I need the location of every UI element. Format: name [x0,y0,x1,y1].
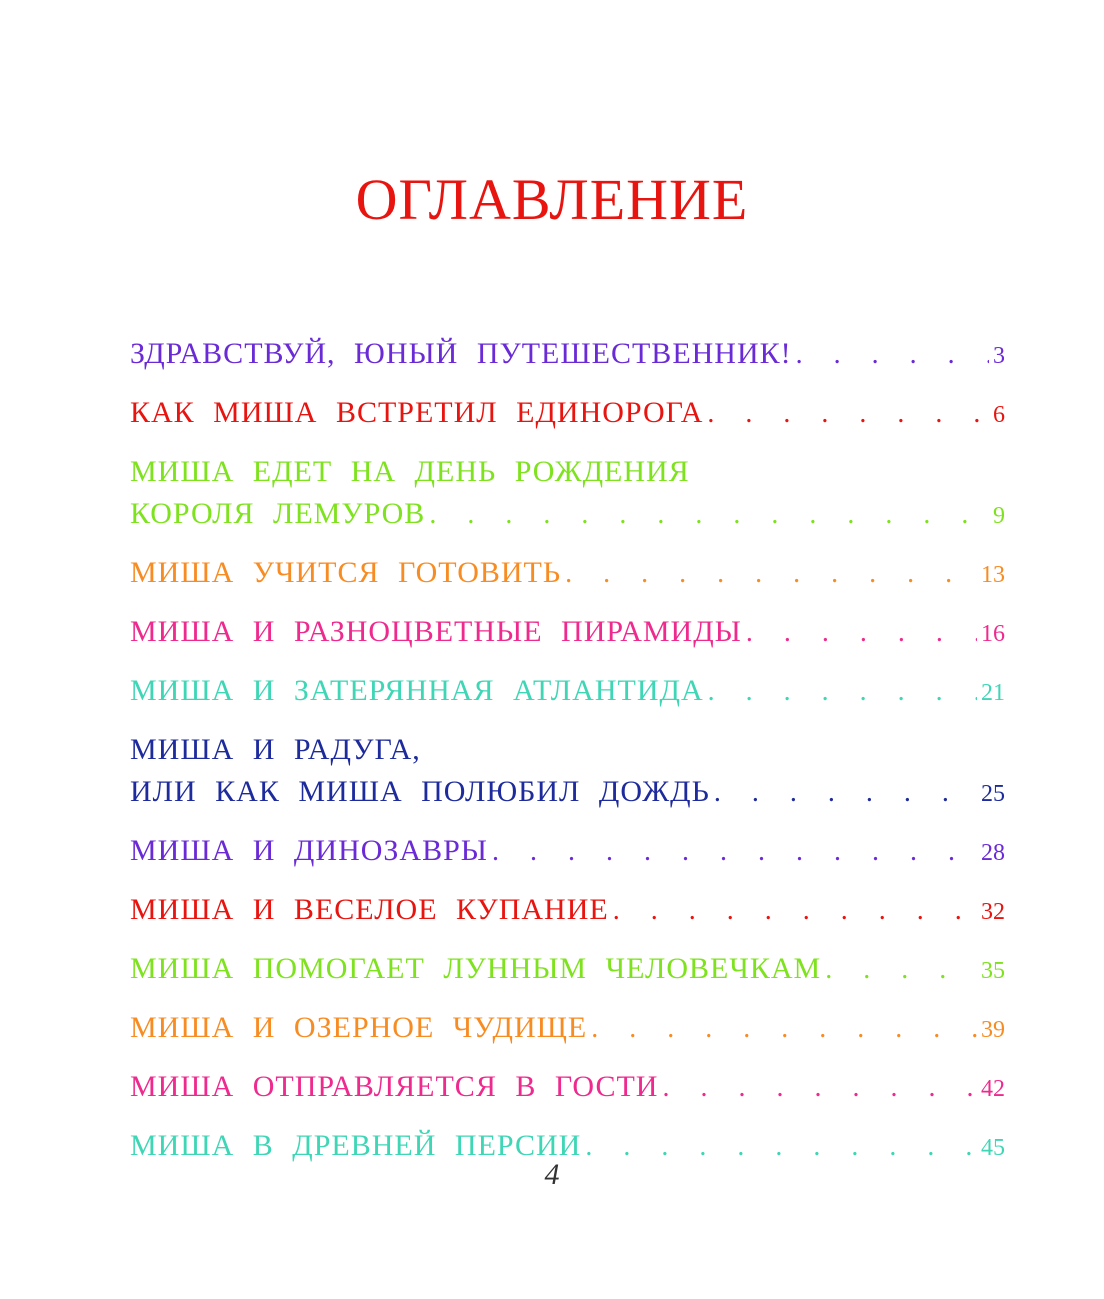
dot-leader [565,553,977,595]
toc-entry[interactable] [130,889,1005,933]
toc-entry[interactable] [130,830,1005,874]
toc-entry-row [130,1066,1005,1110]
dot-leader [796,334,989,376]
toc-entry-title: ИЛИ КАК МИША ПОЛЮБИЛ ДОЖДЬ [130,775,710,808]
toc-entry-title: МИША И РАЗНОЦВЕТНЫЕ ПИРАМИДЫ [130,615,742,648]
toc-entry[interactable] [130,392,1005,436]
toc-entry-page: 3 [993,343,1005,369]
toc-entry-title: МИША ОТПРАВЛЯЕТСЯ В ГОСТИ [130,1070,659,1103]
toc-entry-page: 42 [981,1076,1005,1102]
dot-leader [707,393,989,435]
toc-entry-row [130,889,1005,933]
toc-entry-title: МИША УЧИТСЯ ГОТОВИТЬ [130,556,562,589]
toc-entry-row [130,830,1005,874]
toc-entry-page: 35 [981,958,1005,984]
dot-leader [708,671,977,713]
toc-entry-title: МИША В ДРЕВНЕЙ ПЕРСИИ [130,1129,582,1162]
toc-entry-title: МИША ПОМОГАЕТ ЛУННЫМ ЧЕЛОВЕЧКАМ [130,952,822,985]
toc-entry[interactable] [130,552,1005,596]
toc-entry-row [130,1007,1005,1051]
table-of-contents [130,333,1005,1184]
toc-entry-title: ЗДРАВСТВУЙ, ЮНЫЙ ПУТЕШЕСТВЕННИК! [130,337,792,370]
toc-entry[interactable] [130,451,1005,537]
toc-entry-page: 32 [981,899,1005,925]
toc-entry-title: МИША И ЗАТЕРЯННАЯ АТЛАНТИДА [130,674,704,707]
toc-entry-title-line: МИША И РАДУГА, [130,733,421,766]
toc-entry-title-line: МИША ЕДЕТ НА ДЕНЬ РОЖДЕНИЯ [130,455,690,488]
dot-leader [662,1067,977,1109]
toc-entry-title: МИША И ВЕСЕЛОЕ КУПАНИЕ [130,893,609,926]
dot-leader [613,890,977,932]
toc-entry-row [130,333,1005,377]
toc-entry-row [130,948,1005,992]
toc-entry-row [130,771,1005,815]
toc-entry-title: КОРОЛЯ ЛЕМУРОВ [130,497,426,530]
dot-leader [492,831,977,873]
dot-leader [429,494,989,536]
toc-entry[interactable] [130,670,1005,714]
toc-entry-title: МИША И ОЗЕРНОЕ ЧУДИЩЕ [130,1011,588,1044]
toc-entry[interactable] [130,611,1005,655]
toc-entry-page: 21 [981,680,1005,706]
toc-entry[interactable] [130,333,1005,377]
dot-leader [825,949,977,991]
toc-entry-row [130,493,1005,537]
toc-entry-row [130,552,1005,596]
dot-leader [591,1008,977,1050]
toc-entry-row [130,611,1005,655]
toc-entry-row [130,670,1005,714]
toc-entry-page: 28 [981,840,1005,866]
toc-entry[interactable] [130,1066,1005,1110]
dot-leader [746,612,977,654]
toc-entry-page: 6 [993,402,1005,428]
toc-entry-page: 16 [981,621,1005,647]
toc-entry-row [130,392,1005,436]
toc-entry-page: 45 [981,1135,1005,1161]
toc-entry-title: КАК МИША ВСТРЕТИЛ ЕДИНОРОГА [130,396,704,429]
toc-entry[interactable] [130,948,1005,992]
toc-entry-page: 13 [981,562,1005,588]
toc-entry-page: 25 [981,781,1005,807]
page-number: 4 [544,1158,560,1191]
toc-entry-page: 9 [993,503,1005,529]
toc-entry-page: 39 [981,1017,1005,1043]
toc-entry[interactable] [130,729,1005,815]
toc-entry[interactable] [130,1007,1005,1051]
toc-title: ОГЛАВЛЕНИЕ [355,167,749,232]
dot-leader [714,772,977,814]
toc-entry-title: МИША И ДИНОЗАВРЫ [130,834,488,867]
